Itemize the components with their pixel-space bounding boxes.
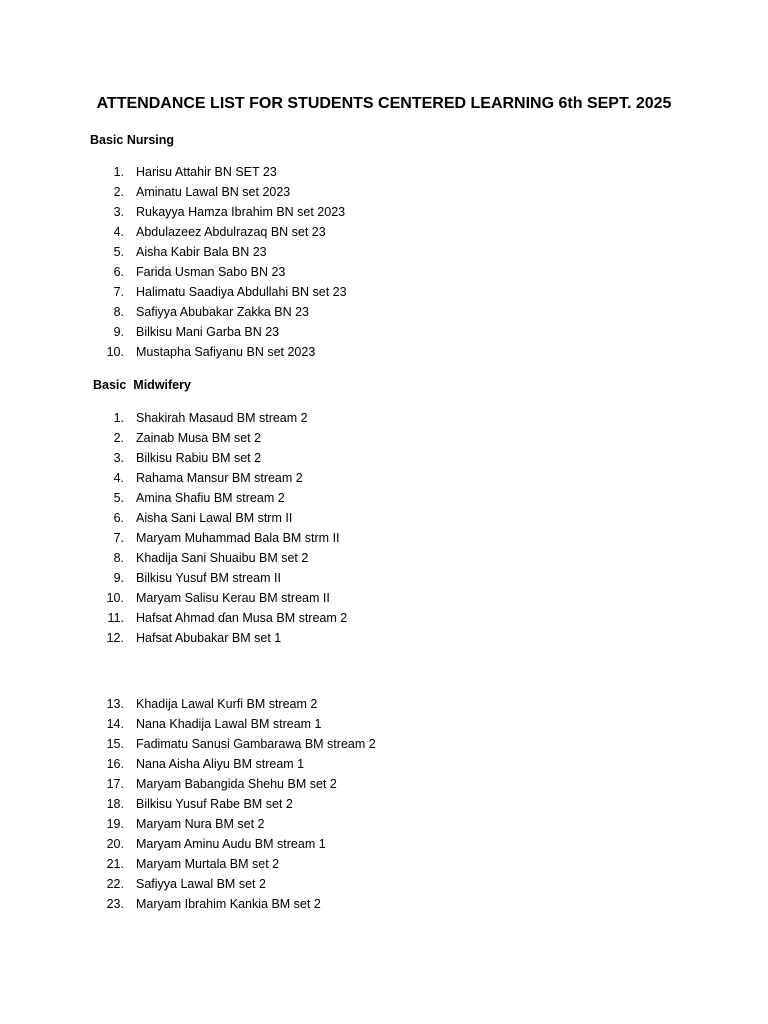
list-item-number: 2.	[113, 185, 124, 199]
student-name: Maryam Muhammad Bala BM strm II	[136, 531, 340, 545]
list-item	[0, 162, 768, 182]
list-item-number: 22.	[106, 877, 124, 891]
list-item	[0, 508, 768, 528]
student-name: Hafsat Abubakar BM set 1	[136, 631, 282, 645]
list-item	[0, 568, 768, 588]
list-item	[0, 834, 768, 854]
student-name: Bilkisu Rabiu BM set 2	[136, 451, 262, 465]
page-title: ATTENDANCE LIST FOR STUDENTS CENTERED LEARNING 6th SEPT. 2025	[96, 95, 672, 112]
list-item-number: 20.	[106, 837, 124, 851]
list-item	[0, 894, 768, 914]
student-name: Safiyya Abubakar Zakka BN 23	[136, 305, 310, 319]
list-item-number: 16.	[106, 757, 124, 771]
list-item	[0, 242, 768, 262]
list-item	[0, 408, 768, 428]
list-item	[0, 628, 768, 648]
list-item-number: 12.	[106, 631, 124, 645]
student-name: Bilkisu Mani Garba BN 23	[136, 325, 280, 339]
list-item-number: 6.	[113, 265, 124, 279]
student-name: Maryam Ibrahim Kankia BM set 2	[136, 897, 321, 911]
list-item	[0, 448, 768, 468]
list-item-number: 9.	[113, 571, 124, 585]
list-item-number: 5.	[113, 245, 124, 259]
list-item-number: 11.	[107, 611, 124, 625]
list-item-number: 23.	[106, 897, 124, 911]
list-item	[0, 202, 768, 222]
list-item-number: 4.	[113, 225, 124, 239]
list-item-number: 6.	[113, 511, 124, 525]
list-item-number: 3.	[113, 205, 124, 219]
section-heading-basic-nursing: Basic Nursing	[90, 133, 175, 147]
student-name: Maryam Babangida Shehu BM set 2	[136, 777, 337, 791]
list-item	[0, 222, 768, 242]
list-item-number: 2.	[113, 431, 124, 445]
basic-nursing-list	[0, 162, 768, 362]
list-item-number: 21.	[106, 857, 124, 871]
list-item-number: 18.	[106, 797, 124, 811]
student-name: Nana Aisha Aliyu BM stream 1	[136, 757, 305, 771]
list-item	[0, 262, 768, 282]
list-item-number: 17.	[106, 777, 124, 791]
student-name: Halimatu Saadiya Abdullahi BN set 23	[136, 285, 347, 299]
list-item	[0, 814, 768, 834]
student-name: Bilkisu Yusuf BM stream II	[136, 571, 281, 585]
student-name: Amina Shafiu BM stream 2	[136, 491, 285, 505]
list-item-number: 1.	[113, 411, 124, 425]
student-name: Fadimatu Sanusi Gambarawa BM stream 2	[136, 737, 376, 751]
list-item	[0, 302, 768, 322]
student-name: Khadija Sani Shuaibu BM set 2	[136, 551, 309, 565]
list-item	[0, 754, 768, 774]
list-item	[0, 714, 768, 734]
list-item	[0, 874, 768, 894]
student-name: Hafsat Ahmad ɗan Musa BM stream 2	[136, 611, 348, 625]
student-name: Abdulazeez Abdulrazaq BN set 23	[136, 225, 326, 239]
list-item-number: 7.	[113, 531, 124, 545]
student-name: Mustapha Safiyanu BN set 2023	[136, 345, 316, 359]
list-item	[0, 282, 768, 302]
list-item-number: 9.	[113, 325, 124, 339]
list-item	[0, 428, 768, 448]
list-item	[0, 774, 768, 794]
list-item-number: 7.	[113, 285, 124, 299]
list-item-number: 8.	[113, 551, 124, 565]
list-item-number: 13.	[106, 697, 124, 711]
list-item-number: 8.	[113, 305, 124, 319]
list-item	[0, 528, 768, 548]
student-name: Shakirah Masaud BM stream 2	[136, 411, 308, 425]
student-name: Bilkisu Yusuf Rabe BM set 2	[136, 797, 293, 811]
student-name: Maryam Murtala BM set 2	[136, 857, 280, 871]
list-item	[0, 468, 768, 488]
student-name: Maryam Salisu Kerau BM stream II	[136, 591, 330, 605]
student-name: Safiyya Lawal BM set 2	[136, 877, 266, 891]
student-name: Maryam Nura BM set 2	[136, 817, 265, 831]
list-item	[0, 608, 768, 628]
list-item	[0, 694, 768, 714]
basic-midwifery-list-part-2	[0, 694, 768, 914]
list-item	[0, 322, 768, 342]
list-item-number: 10.	[106, 591, 124, 605]
student-name: Nana Khadija Lawal BM stream 1	[136, 717, 322, 731]
list-item-number: 5.	[113, 491, 124, 505]
student-name: Zainab Musa BM set 2	[136, 431, 262, 445]
list-item-number: 19.	[106, 817, 124, 831]
student-name: Rukayya Hamza Ibrahim BN set 2023	[136, 205, 346, 219]
list-item	[0, 588, 768, 608]
student-name: Harisu Attahir BN SET 23	[136, 165, 277, 179]
list-item-number: 3.	[113, 451, 124, 465]
list-item	[0, 342, 768, 362]
list-item-number: 1.	[113, 165, 124, 179]
list-item	[0, 548, 768, 568]
list-item	[0, 734, 768, 754]
student-name: Aisha Sani Lawal BM strm II	[136, 511, 293, 525]
student-name: Khadija Lawal Kurfi BM stream 2	[136, 697, 318, 711]
section-heading-basic-midwifery: Basic Midwifery	[93, 378, 191, 392]
list-item-number: 15.	[106, 737, 124, 751]
list-item	[0, 854, 768, 874]
list-item-number: 10.	[106, 345, 124, 359]
basic-midwifery-list-part-1	[0, 408, 768, 648]
list-item-number: 4.	[113, 471, 124, 485]
student-name: Aisha Kabir Bala BN 23	[136, 245, 267, 259]
list-item	[0, 182, 768, 202]
student-name: Farida Usman Sabo BN 23	[136, 265, 286, 279]
student-name: Rahama Mansur BM stream 2	[136, 471, 303, 485]
student-name: Aminatu Lawal BN set 2023	[136, 185, 291, 199]
list-item	[0, 488, 768, 508]
list-item-number: 14.	[106, 717, 124, 731]
list-item	[0, 794, 768, 814]
student-name: Maryam Aminu Audu BM stream 1	[136, 837, 326, 851]
